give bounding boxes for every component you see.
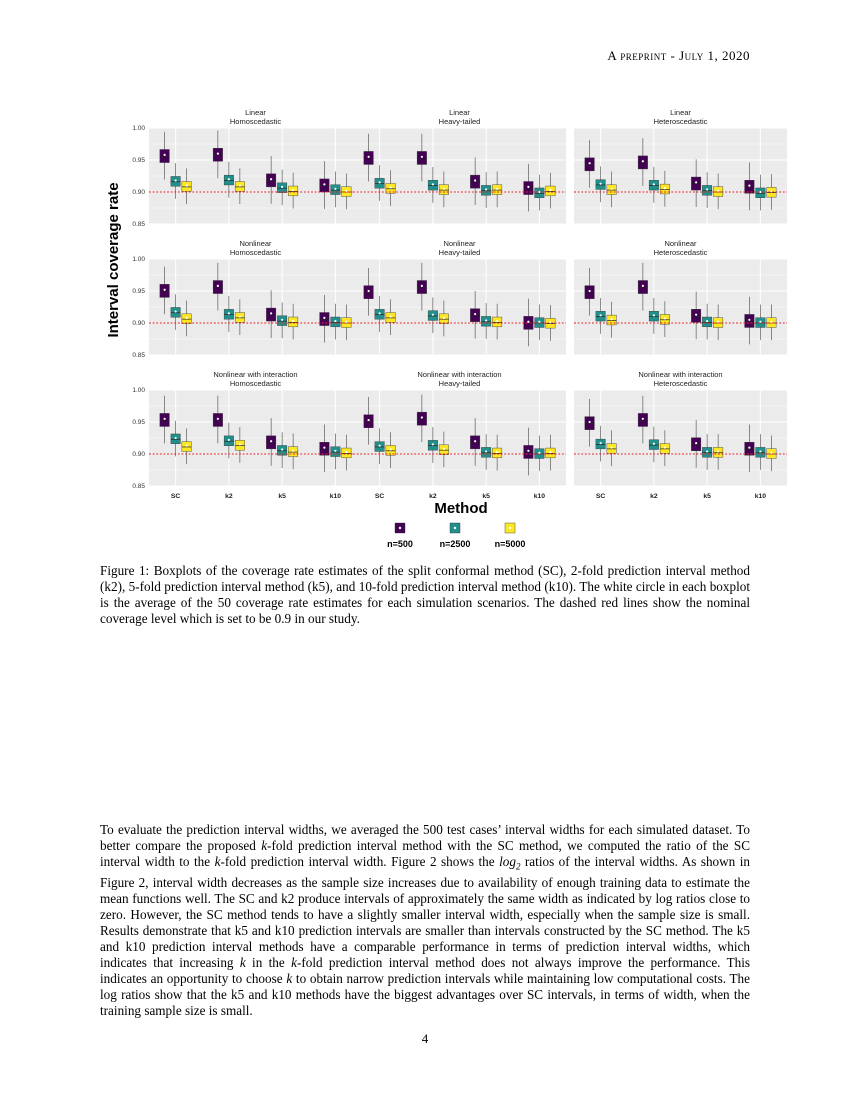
box-mean-point (653, 443, 655, 445)
x-tick-label: k10 (329, 493, 342, 500)
box-mean-point (759, 321, 761, 323)
box-mean-point (228, 439, 230, 441)
box-mean-point (270, 178, 272, 180)
box-mean-point (281, 448, 283, 450)
box-mean-point (186, 185, 188, 187)
box-mean-point (432, 314, 434, 316)
box-mean-point (485, 319, 487, 321)
box-mean-point (664, 317, 666, 319)
box-mean-point (228, 312, 230, 314)
box-mean-point (368, 419, 370, 421)
box-mean-point (600, 314, 602, 316)
panel-title-model: Nonlinear with interaction (213, 370, 298, 379)
box-mean-point (549, 451, 551, 453)
box-mean-point (175, 437, 177, 439)
box-mean-point (334, 320, 336, 322)
box-mean-point (706, 188, 708, 190)
panel-title-model: Nonlinear (664, 239, 697, 248)
box-mean-point (368, 290, 370, 292)
box-mean-point (706, 450, 708, 452)
x-tick-label: SC (374, 493, 385, 500)
box-mean-point (664, 447, 666, 449)
box-mean-point (345, 190, 347, 192)
box-mean-point (270, 440, 272, 442)
y-tick-label: 0.85 (132, 221, 145, 229)
box-mean-point (239, 316, 241, 318)
box-mean-point (538, 452, 540, 454)
box-mean-point (292, 450, 294, 452)
math-k: k (261, 838, 268, 853)
box-mean-point (642, 418, 644, 420)
y-tick-label: 1.00 (132, 125, 145, 133)
box-mean-point (474, 313, 476, 315)
figure-caption: Figure 1: Boxplots of the coverage rate estimates of the split conformal method (SC), 2-fold prediction interval method (k2), 5-fold prediction interval method (k5), and 10-fold prediction interval method (k10). The white circle in each boxplot is the average of the 50 coverage rate estimates for each simulation scenarios. The dashed red lines show the nominal coverage level which is set to be 0.9 in our study. (100, 563, 750, 626)
box-mean-point (653, 314, 655, 316)
box-mean-point (748, 319, 750, 321)
box-mean-point (717, 321, 719, 323)
text-segment: -fold prediction interval method does not always improve the performance. This indicates an opportunity to choose (100, 954, 751, 986)
box-mean-point (527, 186, 529, 188)
box-mean-point (217, 418, 219, 420)
box-mean-point (748, 185, 750, 187)
legend-label: n=5000 (494, 539, 526, 549)
panel-title-model: Nonlinear (443, 239, 476, 248)
box-mean-point (664, 187, 666, 189)
box-mean-point (759, 450, 761, 452)
box-mean-point (334, 450, 336, 452)
text-segment: To evaluate the prediction interval widths, we averaged the 500 test cases’ interval widths for each simulated dataset. To better compare the proposed (100, 822, 750, 853)
box-mean-point (770, 452, 772, 454)
box-mean-point (538, 191, 540, 193)
x-tick-label: k10 (533, 493, 546, 500)
y-tick-label: 1.00 (132, 387, 145, 395)
text-segment: to obtain narrow prediction intervals while maintaining low computational costs. The log ratios show that the k5 and k10 methods have the biggest advantages over SC intervals, in terms of width, when the training sample size is small. (100, 970, 750, 1018)
legend-key-mean (454, 527, 456, 529)
y-tick-label: 0.90 (132, 320, 145, 328)
box-mean-point (759, 191, 761, 193)
legend-key-mean (399, 527, 401, 529)
box-mean-point (474, 179, 476, 181)
x-tick-label: SC (170, 493, 181, 500)
y-tick-label: 0.90 (132, 451, 145, 459)
box-mean-point (485, 450, 487, 452)
box-mean-point (549, 189, 551, 191)
box-mean-point (527, 450, 529, 452)
box-mean-point (390, 186, 392, 188)
box-mean-point (485, 188, 487, 190)
box-mean-point (527, 321, 529, 323)
box-mean-point (164, 289, 166, 291)
box-mean-point (706, 320, 708, 322)
y-tick-label: 1.00 (132, 256, 145, 264)
panel-title-error: Heteroscedastic (653, 379, 708, 388)
box-mean-point (292, 189, 294, 191)
y-axis-label: Interval coverage rate (105, 182, 122, 338)
x-tick-label: SC (595, 493, 606, 500)
box-mean-point (323, 317, 325, 319)
box-mean-point (390, 316, 392, 318)
box-mean-point (611, 188, 613, 190)
box-mean-point (421, 156, 423, 158)
panel-title-error: Heavy-tailed (438, 117, 481, 126)
box-mean-point (770, 321, 772, 323)
box-mean-point (217, 153, 219, 155)
box-mean-point (474, 440, 476, 442)
box-mean-point (379, 181, 381, 183)
panel-title-error: Heavy-tailed (438, 248, 481, 257)
figure-1 (100, 98, 800, 558)
box-mean-point (239, 443, 241, 445)
box-mean-point (228, 178, 230, 180)
math-k: k (286, 970, 293, 986)
math-k: k (291, 954, 297, 970)
box-mean-point (164, 418, 166, 420)
box-mean-point (589, 421, 591, 423)
panel-title-error: Heteroscedastic (653, 117, 708, 126)
box-mean-point (611, 318, 613, 320)
box-mean-point (717, 450, 719, 452)
panel-title-model: Nonlinear (239, 239, 272, 248)
x-tick-label: k5 (482, 493, 490, 500)
box-mean-point (443, 317, 445, 319)
panel-title-model: Nonlinear with interaction (417, 370, 502, 379)
legend-label: n=2500 (439, 539, 471, 549)
body-paragraph (100, 822, 750, 1019)
panel-title-error: Heavy-tailed (438, 379, 481, 388)
box-mean-point (443, 448, 445, 450)
box-mean-point (175, 179, 177, 181)
box-mean-point (421, 285, 423, 287)
x-tick-label: k5 (278, 493, 286, 500)
box-mean-point (611, 447, 613, 449)
panel-title-error: Heteroscedastic (653, 248, 708, 257)
x-tick-label: k2 (429, 493, 437, 500)
legend-key-mean (509, 527, 511, 529)
box-mean-point (270, 312, 272, 314)
page-number: 4 (421, 1031, 429, 1046)
box-mean-point (175, 310, 177, 312)
y-tick-label: 0.95 (132, 288, 145, 296)
panel-title-error: Homoscedastic (229, 248, 282, 257)
y-tick-label: 0.90 (132, 189, 145, 197)
box-mean-point (334, 188, 336, 190)
box-mean-point (642, 160, 644, 162)
box-mean-point (390, 448, 392, 450)
box-mean-point (589, 162, 591, 164)
box-mean-point (217, 285, 219, 287)
box-mean-point (695, 442, 697, 444)
running-header (0, 0, 850, 63)
x-tick-label: k2 (650, 493, 658, 500)
box-mean-point (443, 188, 445, 190)
text-segment: -fold prediction interval width. Figure 2 shows the (220, 854, 500, 869)
box-mean-point (600, 183, 602, 185)
y-tick-label: 0.85 (132, 483, 145, 491)
box-mean-point (642, 285, 644, 287)
text-segment: -fold prediction interval method with the SC method, we computed the ratio of the SC interval width to the (100, 838, 750, 869)
panel-title-model: Linear (670, 108, 691, 117)
box-mean-point (345, 451, 347, 453)
box-mean-point (281, 186, 283, 188)
x-tick-label: k10 (754, 493, 767, 500)
box-mean-point (323, 447, 325, 449)
text-segment: ratios of the interval widths. As shown in Figure 2, interval width decreases as the sample size increases due to availability of enough training data to estimate the mean functions well. The SC and k2 produce intervals of approximately the same width as indicated by log ratios close to zero. However, the SC method tends to have a slightly smaller interval width, especially when the sample size is small. Results demonstrate that k5 and k10 prediction intervals are smaller than intervals constructed by the SC method. The k5 and k10 prediction interval methods have a comparable performance in terms of prediction interval widths, which indicates that increasing (100, 854, 750, 970)
x-tick-label: k2 (225, 493, 233, 500)
box-mean-point (695, 314, 697, 316)
panel-title-model: Linear (449, 108, 470, 117)
box-mean-point (589, 290, 591, 292)
x-tick-label: k5 (703, 493, 711, 500)
box-mean-point (239, 185, 241, 187)
box-mean-point (748, 447, 750, 449)
box-mean-point (186, 445, 188, 447)
box-mean-point (496, 320, 498, 322)
box-mean-point (379, 312, 381, 314)
math-k: k (239, 954, 246, 970)
panel-title-model: Linear (245, 108, 266, 117)
running-head-text: A preprint - July 1, 2020 (607, 48, 750, 63)
box-mean-point (379, 445, 381, 447)
panel-title-error: Homoscedastic (229, 379, 282, 388)
box-mean-point (653, 183, 655, 185)
box-mean-point (717, 190, 719, 192)
box-mean-point (164, 154, 166, 156)
math-k: k (214, 854, 221, 869)
box-mean-point (345, 321, 347, 323)
box-mean-point (600, 442, 602, 444)
box-mean-point (695, 181, 697, 183)
legend-label: n=500 (387, 539, 413, 549)
box-mean-point (292, 320, 294, 322)
box-mean-point (432, 183, 434, 185)
text-segment: in the (245, 954, 292, 970)
boxplot-figure (100, 98, 800, 558)
box-mean-point (323, 183, 325, 185)
box-mean-point (368, 156, 370, 158)
box-mean-point (432, 443, 434, 445)
box-mean-point (281, 319, 283, 321)
x-axis-label: Method (434, 500, 488, 517)
y-tick-label: 0.95 (132, 157, 145, 165)
panel-title-error: Homoscedastic (229, 117, 282, 126)
y-tick-label: 0.95 (132, 419, 145, 427)
box-mean-point (496, 451, 498, 453)
box-mean-point (496, 188, 498, 190)
math-log2: log (499, 854, 516, 869)
box-mean-point (186, 317, 188, 319)
panel-title-model: Nonlinear with interaction (638, 370, 723, 379)
box-mean-point (538, 321, 540, 323)
math-log2-subscript: 2 (515, 861, 521, 872)
box-mean-point (421, 416, 423, 418)
y-tick-label: 0.85 (132, 352, 145, 360)
